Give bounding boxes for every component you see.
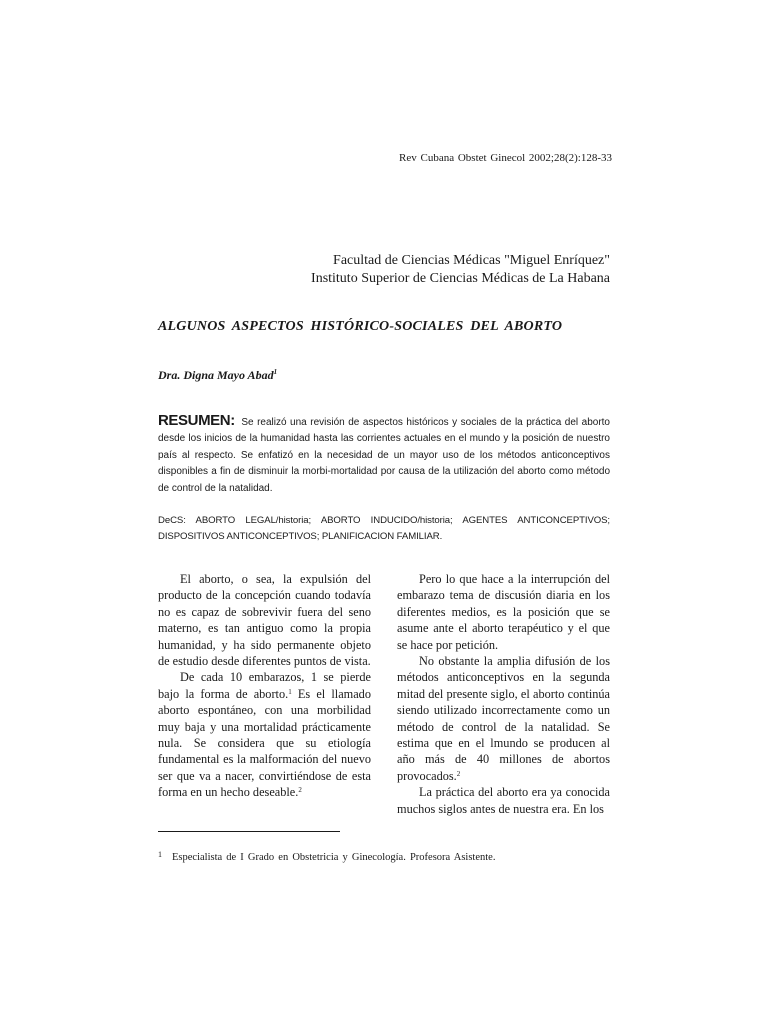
affiliation-line-1: Facultad de Ciencias Médicas "Miguel Enríquez" bbox=[333, 253, 610, 268]
paragraph: Pero lo que hace a la interrupción del embarazo tema de discusión diaria en los diferentes medios, es la posición que se asume ante el aborto terapéutico y el que se hace por petición. bbox=[397, 572, 610, 652]
abstract-text: Se realizó una revisión de aspectos históricos y sociales de la práctica del aborto desde los inicios de la humanidad hasta las corrientes actuales en el mundo y la posición de nuestro país al respecto. Se enfatizó en la necesidad de un mayor uso de los métodos anticonceptivos disponibles a fin de disminuir la morbi-mortalidad por causa de la utilización del aborto como método de control de la natalidad. bbox=[158, 417, 610, 494]
author-footnote-mark: 1 bbox=[273, 368, 278, 376]
decs-keywords: DeCS: ABORTO LEGAL/historia; ABORTO INDUCIDO/historia; AGENTES ANTICONCEPTIVOS; DISPOSITIVOS ANTICONCEPTIVOS; PLANIFICACION FAMILIAR. bbox=[158, 515, 610, 542]
paragraph-text: No obstante la amplia difusión de los métodos anticonceptivos en la segunda mitad del presente siglo, el aborto continúa siendo utilizado incorrectamente como un método de control de la natalidad. Se estima que en el lmundo se producen al año más de 40 millones de abortos provocados. bbox=[397, 654, 610, 783]
reference-mark: 1 bbox=[288, 687, 292, 696]
body-column-left bbox=[158, 571, 371, 801]
article-title: ALGUNOS ASPECTOS HISTÓRICO-SOCIALES DEL ABORTO bbox=[158, 319, 563, 334]
paragraph-text: Es el llamado aborto espontáneo, con una morbilidad muy baja y una mortalidad prácticamente nula. Se considera que su etiología fundamental es la malformación del nuevo ser que va a nacer, convirtiéndose de esta forma en un hecho deseable. bbox=[158, 686, 371, 800]
affiliation-line-2: Instituto Superior de Ciencias Médicas de La Habana bbox=[311, 271, 610, 286]
affiliation-block bbox=[311, 252, 610, 288]
reference-mark: 2 bbox=[298, 786, 302, 795]
journal-citation: Rev Cubana Obstet Ginecol 2002;28(2):128-33 bbox=[399, 152, 612, 164]
reference-mark: 2 bbox=[456, 769, 461, 778]
body-column-right bbox=[397, 571, 610, 817]
abstract-heading: RESUMEN: bbox=[158, 412, 235, 429]
paragraph: El aborto, o sea, la expulsión del producto de la concepción cuando todavía no es capaz de sobrevivir fuera del seno materno, es tan antiguo como la propia humanidad, y ha sido permanente objeto de estudio desde diferentes puntos de vista. bbox=[158, 572, 371, 669]
paragraph-text: De cada 10 embarazos, 1 se pierde bajo la forma de aborto. bbox=[158, 670, 371, 701]
paragraph bbox=[397, 653, 610, 784]
paragraph bbox=[158, 669, 371, 800]
author-line bbox=[158, 368, 277, 383]
footnote-text: Especialista de I Grado en Obstetricia y Ginecología. Profesora Asistente. bbox=[172, 852, 496, 863]
footnote-divider bbox=[158, 831, 340, 832]
author-name: Dra. Digna Mayo Abad bbox=[158, 368, 274, 382]
paragraph: La práctica del aborto era ya conocida muchos siglos antes de nuestra era. En los bbox=[397, 785, 610, 816]
footnote-mark: 1 bbox=[158, 850, 162, 859]
abstract bbox=[158, 413, 610, 497]
footnote bbox=[158, 850, 618, 863]
